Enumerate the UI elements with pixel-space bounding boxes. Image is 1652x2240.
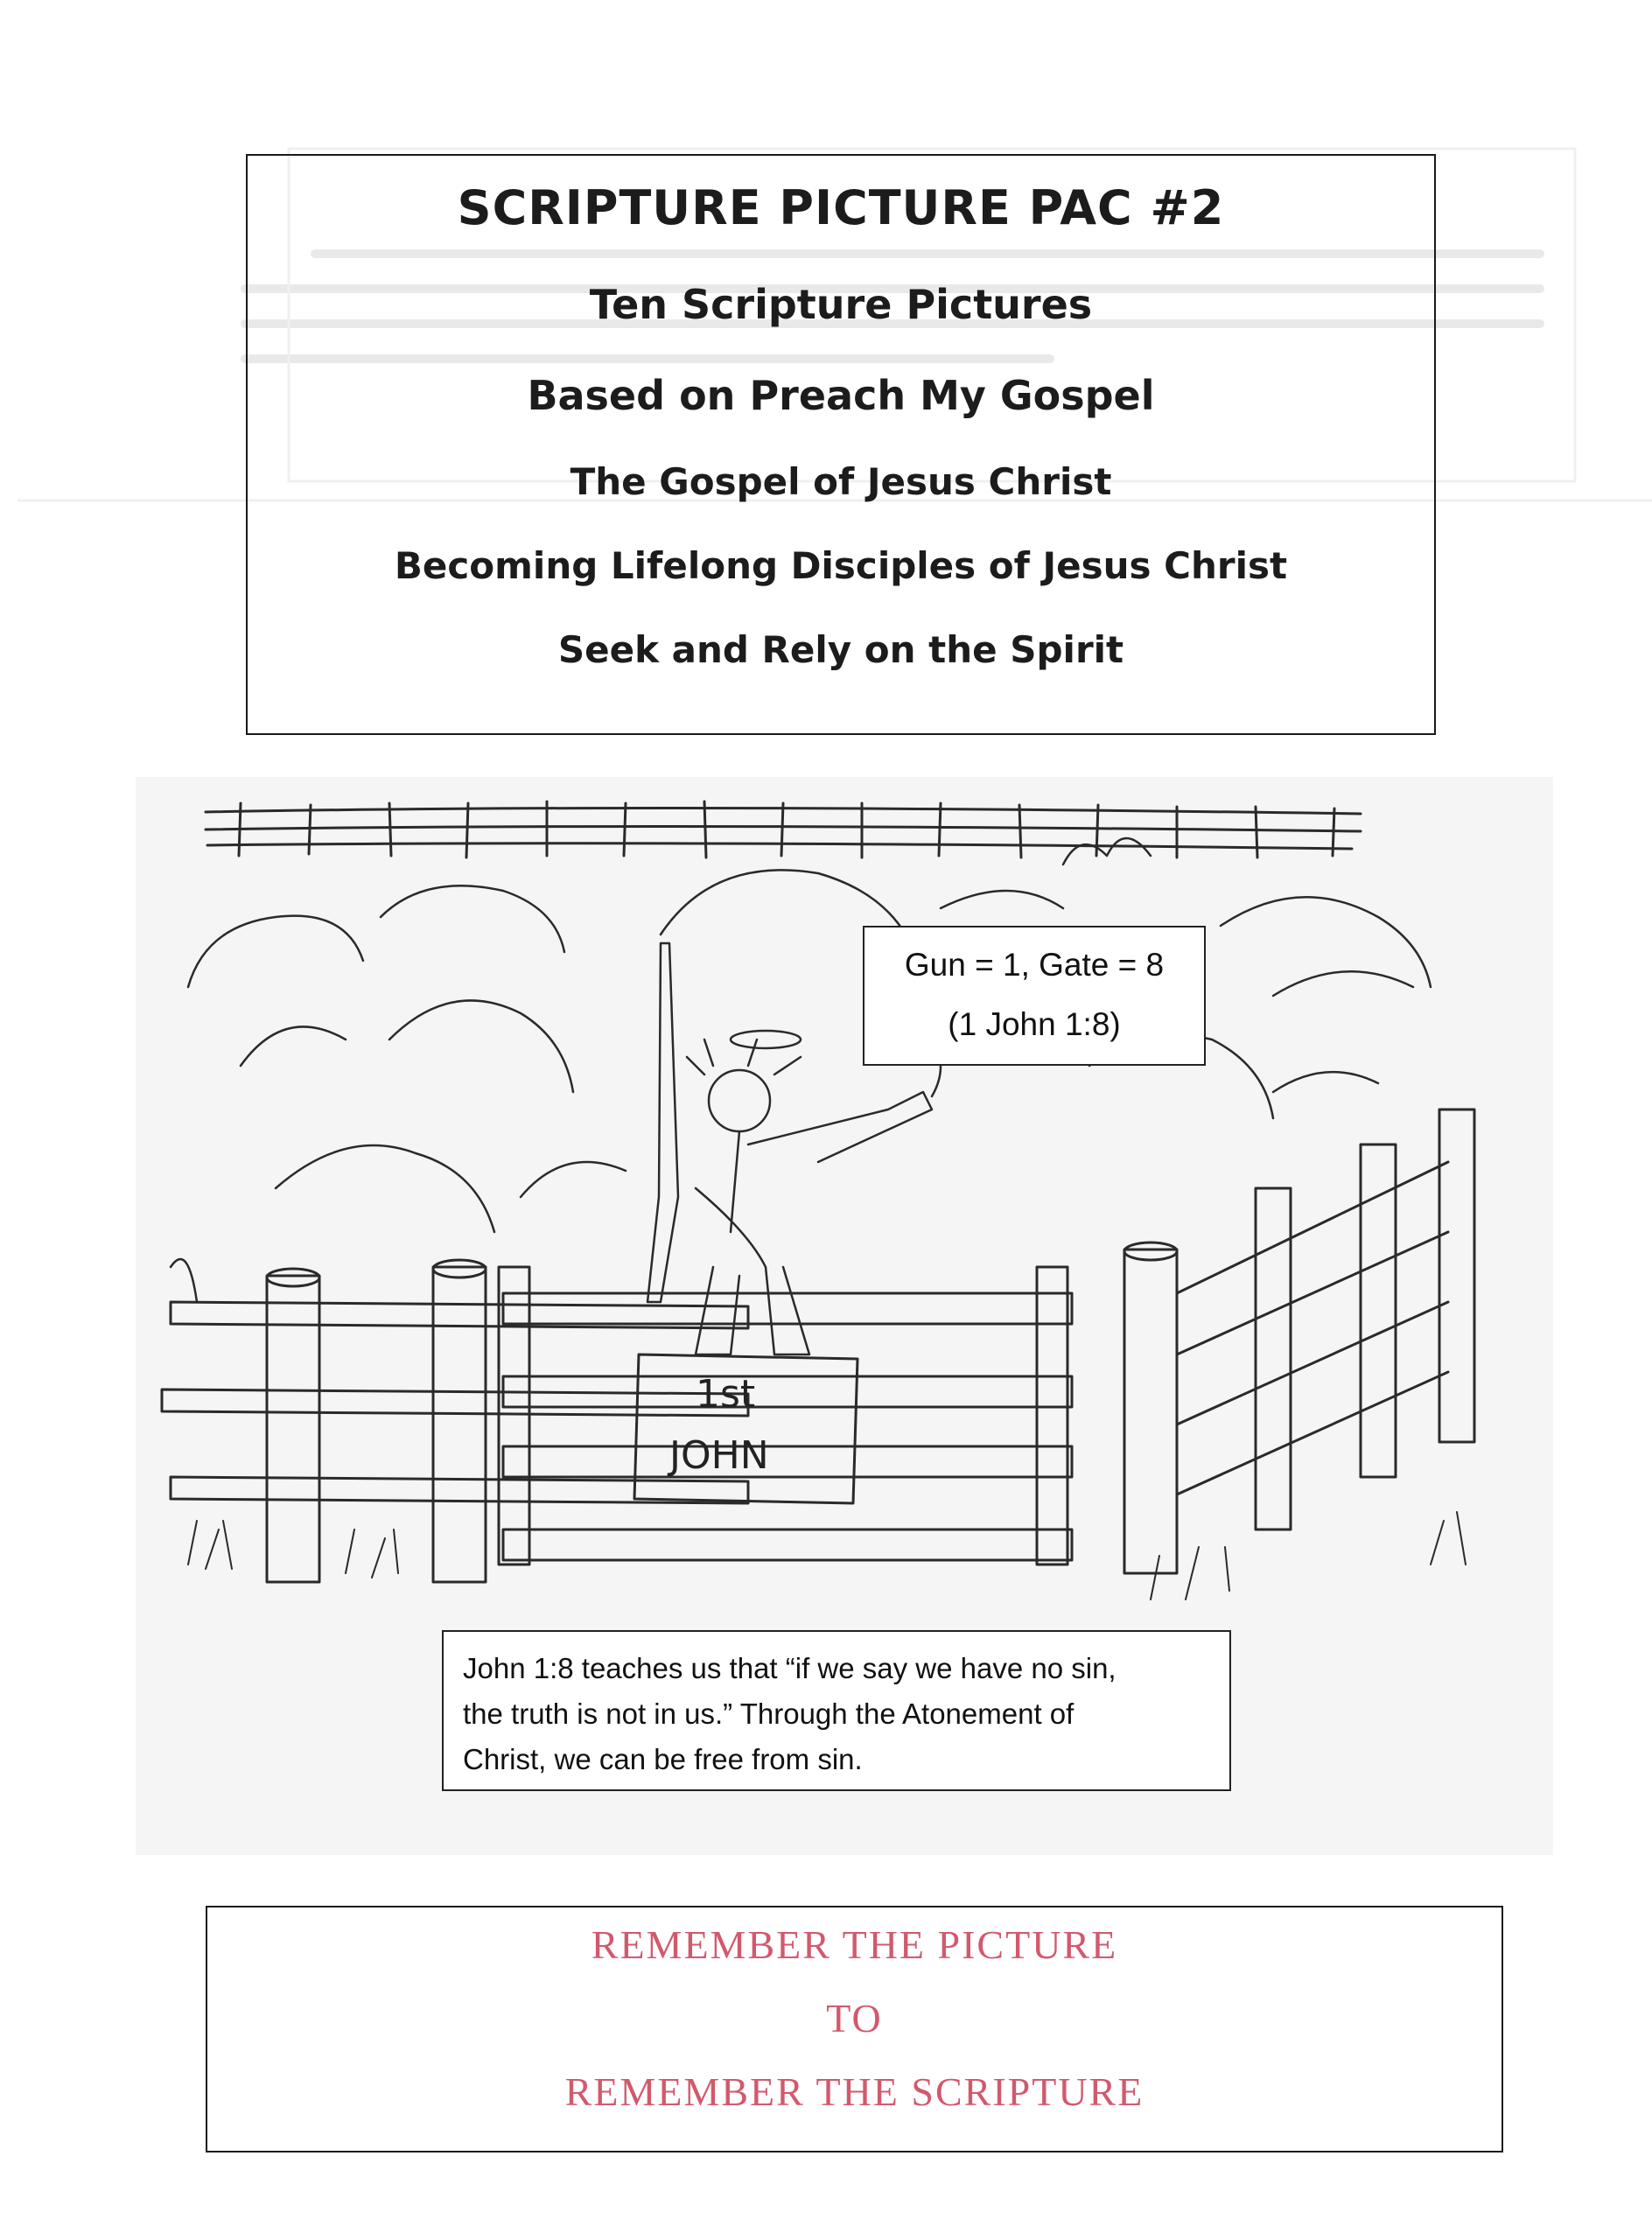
right-fence (1124, 1110, 1474, 1573)
topic-spirit: Seek and Rely on the Spirit (557, 628, 1124, 671)
title-box (246, 154, 1436, 735)
subtitle-ten-pictures: Ten Scripture Pictures (589, 281, 1093, 328)
sign-text-1st: 1st (696, 1372, 756, 1417)
remember-line-picture: REMEMBER THE PICTURE (591, 1922, 1118, 1967)
caption-box (442, 1630, 1231, 1791)
wire-fence (206, 802, 1361, 858)
topic-gospel: The Gospel of Jesus Christ (570, 460, 1112, 503)
remember-line-scripture: REMEMBER THE SCRIPTURE (564, 2069, 1144, 2114)
gate-boards (503, 1293, 1072, 1560)
caption-line: John 1:8 teaches us that “if we say we have no sin, (463, 1652, 1116, 1684)
left-fence (162, 1260, 1068, 1582)
bushes (171, 838, 1431, 1302)
topic-disciples: Becoming Lifelong Disciples of Jesus Christ (394, 544, 1288, 587)
scripture-illustration (136, 777, 1553, 1855)
remember-line-to: TO (826, 1996, 883, 2040)
subtitle-based-on: Based on Preach My Gospel (527, 372, 1155, 419)
gun-gate-code: Gun = 1, Gate = 8 (904, 947, 1165, 983)
caption-line: Christ, we can be free from sin. (463, 1743, 863, 1775)
grass (188, 1512, 1466, 1600)
caption-line: the truth is not in us.” Through the Atonement of (463, 1698, 1074, 1730)
sign-text-john: JOHN (669, 1433, 769, 1478)
main-title: SCRIPTURE PICTURE PAC #2 (457, 180, 1225, 235)
reference-box (863, 926, 1206, 1066)
scripture-reference: (1 John 1:8) (948, 1006, 1121, 1042)
remember-box (206, 1906, 1503, 2152)
